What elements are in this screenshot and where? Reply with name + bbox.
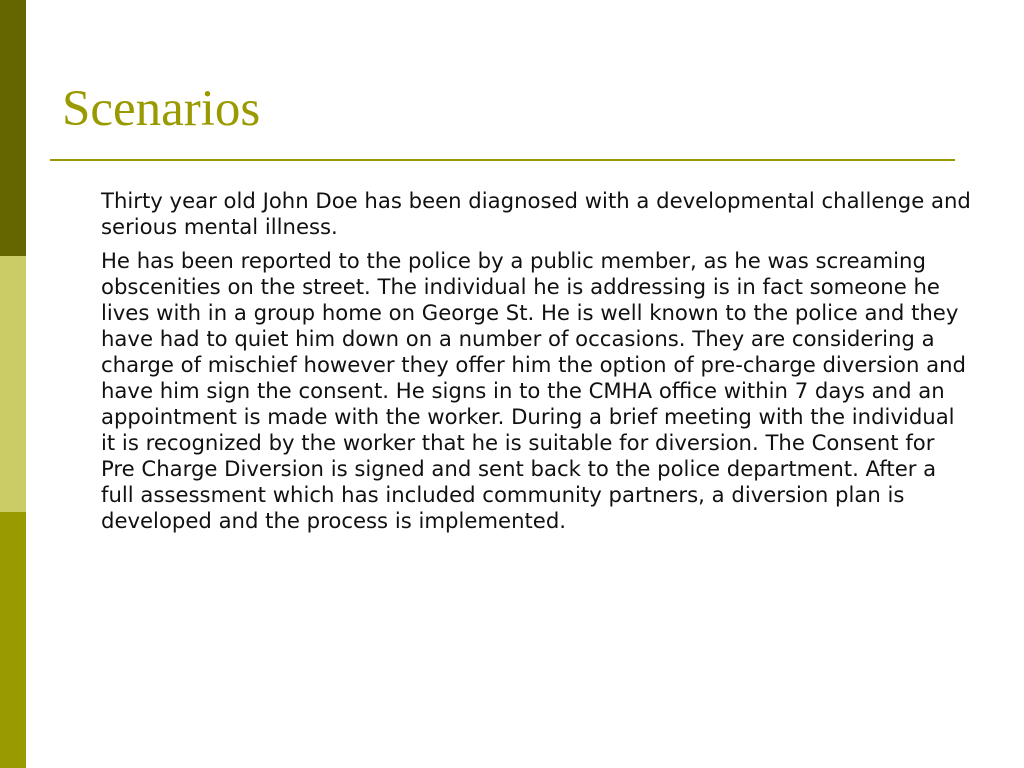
slide-body — [101, 188, 971, 542]
sidebar-band-bottom — [0, 512, 26, 768]
sidebar-band-top — [0, 0, 26, 256]
slide-title: Scenarios — [62, 81, 261, 137]
paragraph-scenario: He has been reported to the police by a public member, as he was screaming obscenities on the street. The individual he is addressing is in fact someone he lives with in a group home on George St. He is well known to the police and they have had to quiet him down on a number of occasions. They are considering a charge of mischief however they offer him the option of pre-charge diversion and have him sign the consent. He signs in to the CMHA office within 7 days and an appointment is made with the worker. During a brief meeting with the individual it is recognized by the worker that he is suitable for diversion. The Consent for Pre Charge Diversion is signed and sent back to the police department. After a full assessment which has included community partners, a diversion plan is developed and the process is implemented. — [101, 248, 967, 533]
paragraph-intro: Thirty year old John Doe has been diagnosed with a developmental challenge and serious mental illness. — [101, 188, 971, 239]
title-underline — [50, 159, 955, 161]
sidebar-accent — [0, 0, 26, 768]
sidebar-band-middle — [0, 256, 26, 512]
